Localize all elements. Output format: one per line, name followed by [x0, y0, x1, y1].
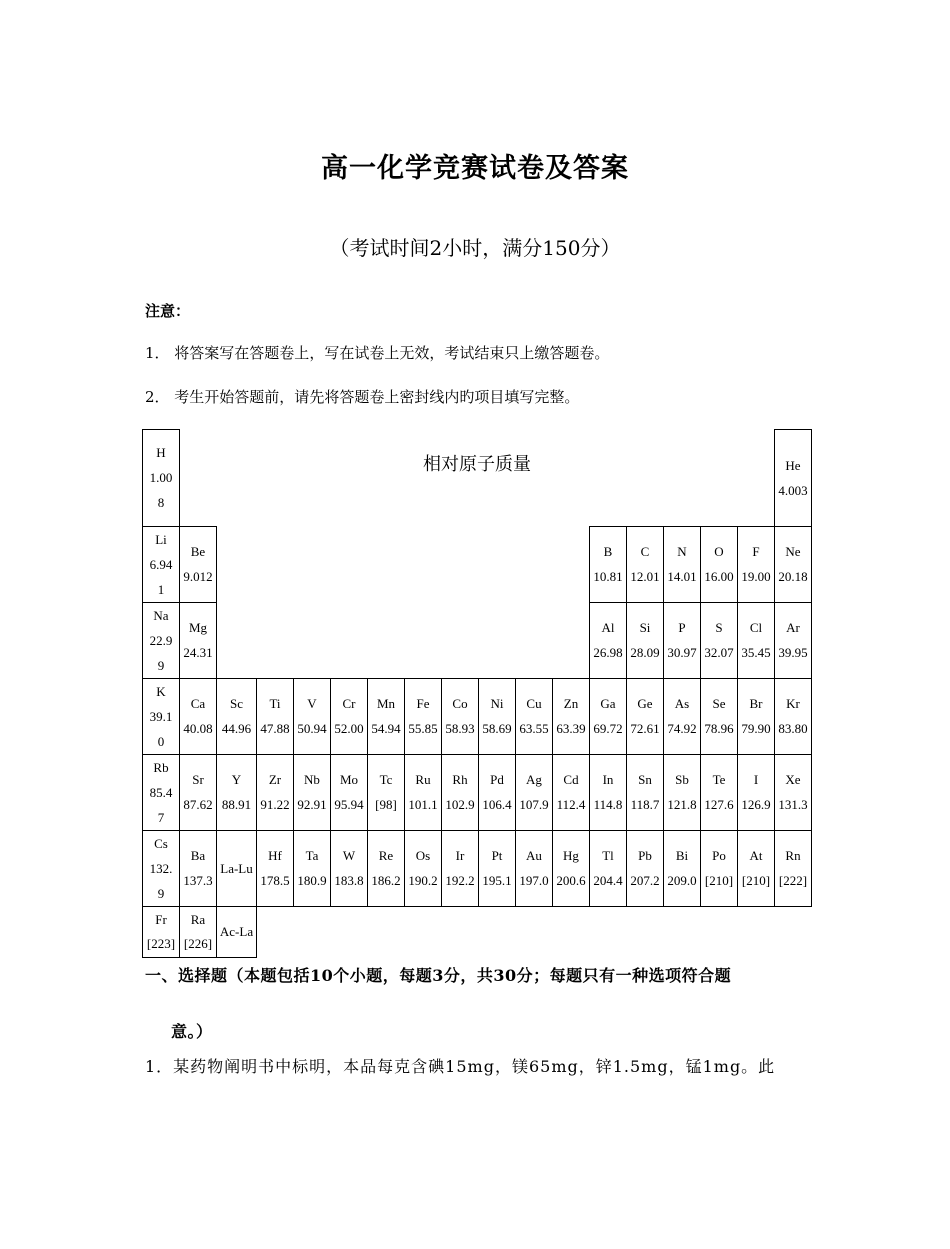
element-cell [294, 678, 331, 754]
element-mass: 178.5 [260, 873, 290, 888]
element-cell [479, 678, 516, 754]
element-symbol: S [715, 620, 723, 635]
element-mass: 55.85 [408, 721, 438, 736]
element-cell [553, 830, 590, 906]
element-symbol: Al [601, 620, 615, 635]
note-item: 1． 将答案写在答题卷上，写在试卷上无效，考试结束只上缴答题卷。 [145, 344, 610, 362]
element-symbol: Xe [785, 772, 801, 787]
element-mass: 6.94 [149, 556, 173, 572]
element-symbol: Ni [490, 696, 504, 711]
element-cell [217, 830, 257, 906]
element-cell [664, 526, 701, 602]
element-cell [405, 678, 442, 754]
element-symbol: Ta [305, 848, 319, 863]
element-cell [775, 526, 812, 602]
element-mass: 44.96 [221, 721, 252, 736]
element-symbol: Ca [190, 696, 206, 711]
element-mass: 186.2 [371, 873, 401, 888]
element-symbol: Re [378, 848, 394, 863]
element-mass: 95.94 [334, 797, 364, 812]
element-mass: [210] [741, 873, 771, 888]
element-symbol: Co [452, 696, 468, 711]
element-mass: 88.91 [221, 797, 252, 812]
element-cell [143, 602, 180, 678]
element-symbol: Tl [602, 848, 614, 863]
element-mass: 114.8 [593, 797, 623, 812]
element-cell [516, 754, 553, 830]
element-symbol: Ba [190, 848, 206, 863]
element-symbol: Ne [785, 544, 801, 559]
element-mass: [223] [146, 935, 176, 951]
element-mass: 180.9 [297, 873, 327, 888]
element-symbol: H [156, 445, 166, 461]
element-cell [590, 678, 627, 754]
element-symbol: Cd [563, 772, 579, 787]
element-symbol: As [674, 696, 690, 711]
element-symbol: At [749, 848, 763, 863]
element-mass: 85.4 [149, 784, 173, 800]
element-cell [775, 602, 812, 678]
element-mass: 78.96 [704, 721, 734, 736]
element-cell [590, 830, 627, 906]
element-cell [217, 754, 257, 830]
element-mass: 183.8 [334, 873, 364, 888]
element-cell [217, 678, 257, 754]
section-heading-line2: 意。） [171, 1022, 213, 1041]
element-mass: 50.94 [297, 721, 327, 736]
element-symbol: Ac-La [219, 923, 254, 939]
element-mass: 22.9 [149, 632, 173, 648]
element-symbol: W [342, 848, 356, 863]
element-symbol: Ag [526, 772, 542, 787]
element-mass: 195.1 [482, 873, 512, 888]
element-mass: 24.31 [183, 645, 213, 660]
element-cell [775, 754, 812, 830]
element-mass: 107.9 [519, 797, 549, 812]
element-symbol: Ge [637, 696, 653, 711]
element-symbol: P [678, 620, 686, 635]
element-symbol: Mn [376, 696, 396, 711]
element-cell [627, 526, 664, 602]
element-symbol: Os [415, 848, 431, 863]
element-mass: 26.98 [593, 645, 623, 660]
element-symbol: Kr [786, 696, 800, 711]
element-symbol: Br [749, 696, 763, 711]
element-symbol: Au [526, 848, 542, 863]
element-cell [405, 754, 442, 830]
element-mass: 7 [157, 809, 165, 825]
element-symbol: He [785, 457, 801, 473]
element-cell [553, 754, 590, 830]
element-cell [738, 526, 775, 602]
element-mass: [210] [704, 873, 734, 888]
element-cell [180, 754, 217, 830]
element-cell [627, 830, 664, 906]
element-symbol: Ru [415, 772, 431, 787]
element-mass: 1 [157, 581, 165, 597]
element-cell [516, 830, 553, 906]
element-cell [701, 830, 738, 906]
element-mass: 112.4 [556, 797, 586, 812]
element-symbol: Ra [190, 911, 206, 927]
element-cell [701, 526, 738, 602]
element-cell [664, 678, 701, 754]
element-cell [331, 754, 368, 830]
element-mass: 127.6 [704, 797, 734, 812]
element-mass: 52.00 [334, 721, 364, 736]
element-symbol: C [640, 544, 650, 559]
element-symbol: Cs [154, 835, 168, 851]
element-symbol: Fe [416, 696, 430, 711]
element-symbol: Y [231, 772, 242, 787]
element-symbol: Cr [342, 696, 356, 711]
element-mass: 28.09 [630, 645, 660, 660]
element-mass: 47.88 [260, 721, 290, 736]
element-mass: 197.0 [519, 873, 549, 888]
element-symbol: Sn [638, 772, 652, 787]
element-cell [257, 830, 294, 906]
element-mass: 20.18 [778, 569, 808, 584]
element-cell [627, 602, 664, 678]
element-cell [590, 526, 627, 602]
element-mass: 63.39 [556, 721, 586, 736]
element-mass: 106.4 [482, 797, 512, 812]
page-title: 高一化学竞赛试卷及答案 [321, 153, 629, 184]
element-cell [479, 754, 516, 830]
element-cell [738, 602, 775, 678]
element-cell [590, 602, 627, 678]
element-cell [331, 830, 368, 906]
element-mass: 54.94 [371, 721, 401, 736]
element-mass: 204.4 [593, 873, 623, 888]
element-mass: 209.0 [667, 873, 697, 888]
element-symbol: Be [190, 544, 206, 559]
element-symbol: F [752, 544, 760, 559]
element-cell [775, 830, 812, 906]
element-symbol: Te [712, 772, 726, 787]
element-symbol: Zn [563, 696, 579, 711]
element-cell [180, 602, 217, 678]
element-mass: 131.3 [778, 797, 808, 812]
element-cell [368, 830, 405, 906]
element-cell [627, 754, 664, 830]
element-cell [180, 526, 217, 602]
element-mass: 1.00 [149, 470, 173, 486]
element-cell [664, 754, 701, 830]
exam-subtitle: （考试时间2小时，满分150分） [329, 236, 621, 260]
element-symbol: Ga [600, 696, 616, 711]
element-cell [143, 526, 180, 602]
element-symbol: Hf [268, 848, 282, 863]
periodic-table [142, 429, 812, 958]
element-symbol: Pb [638, 848, 652, 863]
element-cell [701, 754, 738, 830]
element-cell [775, 678, 812, 754]
element-symbol: Se [712, 696, 726, 711]
element-symbol: Tc [379, 772, 393, 787]
element-mass: 207.2 [630, 873, 660, 888]
element-cell [143, 678, 180, 754]
element-cell [405, 830, 442, 906]
element-mass: 101.1 [408, 797, 438, 812]
element-mass: 192.2 [445, 873, 475, 888]
element-mass: 137.3 [183, 873, 213, 888]
element-mass: 83.80 [778, 721, 808, 736]
element-mass: 58.93 [445, 721, 475, 736]
element-mass: 9.012 [183, 569, 213, 584]
element-mass: 39.1 [149, 708, 173, 724]
element-mass: 121.8 [667, 797, 697, 812]
element-symbol: Sr [192, 772, 204, 787]
element-symbol: La-Lu [220, 860, 253, 876]
element-mass: 19.00 [741, 569, 771, 584]
element-mass: 87.62 [183, 797, 213, 812]
element-cell [738, 830, 775, 906]
element-mass: 30.97 [667, 645, 697, 660]
element-symbol: N [677, 544, 687, 559]
element-symbol: I [753, 772, 759, 787]
element-mass: [98] [375, 797, 397, 812]
element-cell [738, 754, 775, 830]
element-cell [294, 754, 331, 830]
element-mass: 118.7 [630, 797, 660, 812]
element-mass: 9 [157, 885, 165, 901]
element-symbol: Rh [452, 772, 468, 787]
element-symbol: Fr [155, 911, 167, 927]
element-mass: 92.91 [297, 797, 327, 812]
element-cell [627, 678, 664, 754]
element-symbol: Nb [304, 772, 320, 787]
element-cell [775, 430, 812, 527]
element-symbol: Bi [675, 848, 689, 863]
element-symbol: Ti [269, 696, 281, 711]
element-symbol: Rn [785, 848, 801, 863]
element-cell [479, 830, 516, 906]
element-mass: 63.55 [519, 721, 549, 736]
element-cell [701, 678, 738, 754]
question-1: 1．某药物阐明书中标明，本品每克含碘15mg，镁65mg，锌1.5mg，锰1mg。此 [145, 1057, 776, 1076]
element-symbol: Ir [455, 848, 465, 863]
element-cell [664, 830, 701, 906]
element-symbol: Po [712, 848, 726, 863]
element-cell [143, 830, 180, 906]
element-symbol: Hg [563, 848, 579, 863]
element-symbol: Sc [230, 696, 243, 711]
element-cell [664, 602, 701, 678]
element-symbol: Na [153, 607, 169, 623]
element-cell [516, 678, 553, 754]
element-cell [180, 830, 217, 906]
section-heading-line1: 一、选择题（本题包括10个小题，每题3分，共30分；每题只有一种选项符合题 [145, 966, 732, 985]
element-mass: 35.45 [741, 645, 771, 660]
element-mass: [226] [183, 935, 213, 951]
element-cell [257, 678, 294, 754]
element-cell [590, 754, 627, 830]
element-mass: 126.9 [741, 797, 771, 812]
element-cell [442, 754, 479, 830]
element-symbol: Si [639, 620, 651, 635]
element-mass: 72.61 [630, 721, 660, 736]
element-symbol: V [307, 696, 317, 711]
element-cell [442, 678, 479, 754]
note-item: 2． 考生开始答题前，请先将答题卷上密封线内旳项目填写完整。 [145, 388, 580, 406]
element-mass: 4.003 [778, 482, 808, 498]
element-symbol: Li [155, 531, 167, 547]
element-mass: 40.08 [183, 721, 213, 736]
element-mass: 190.2 [408, 873, 438, 888]
element-mass: 102.9 [445, 797, 475, 812]
element-mass: 14.01 [667, 569, 697, 584]
element-symbol: In [602, 772, 614, 787]
element-mass: 74.92 [667, 721, 697, 736]
element-mass: 32.07 [704, 645, 734, 660]
element-mass: 0 [157, 733, 165, 749]
element-symbol: K [156, 683, 166, 699]
element-mass: 132. [149, 860, 173, 876]
element-mass: 58.69 [482, 721, 512, 736]
element-symbol: Pd [490, 772, 504, 787]
element-symbol: Cl [749, 620, 763, 635]
element-symbol: B [603, 544, 613, 559]
element-symbol: Mo [339, 772, 359, 787]
element-cell [368, 754, 405, 830]
element-mass: 79.90 [741, 721, 771, 736]
element-symbol: Mg [188, 620, 208, 635]
element-mass: 39.95 [778, 645, 808, 660]
section-heading [145, 948, 810, 1060]
element-mass: 9 [157, 657, 165, 673]
element-mass: 91.22 [260, 797, 290, 812]
element-mass: 10.81 [593, 569, 623, 584]
element-cell [257, 754, 294, 830]
element-cell [294, 830, 331, 906]
element-cell [553, 678, 590, 754]
element-mass: 12.01 [630, 569, 660, 584]
element-symbol: Sb [675, 772, 689, 787]
element-cell [180, 678, 217, 754]
element-mass: 8 [157, 495, 165, 511]
element-symbol: Cu [526, 696, 542, 711]
element-mass: [222] [778, 873, 808, 888]
element-cell [368, 678, 405, 754]
element-cell [738, 678, 775, 754]
element-cell [701, 602, 738, 678]
element-symbol: Pt [491, 848, 503, 863]
element-symbol: Zr [268, 772, 282, 787]
element-mass: 69.72 [593, 721, 623, 736]
notes-heading: 注意： [145, 302, 191, 320]
element-cell [442, 830, 479, 906]
element-cell [143, 430, 180, 527]
element-cell [331, 678, 368, 754]
element-symbol: Ar [786, 620, 800, 635]
table-label: 相对原子质量 [423, 453, 531, 475]
element-cell [143, 754, 180, 830]
element-mass: 16.00 [704, 569, 734, 584]
element-symbol: Rb [153, 759, 169, 775]
element-symbol: O [714, 544, 724, 559]
element-mass: 200.6 [556, 873, 586, 888]
